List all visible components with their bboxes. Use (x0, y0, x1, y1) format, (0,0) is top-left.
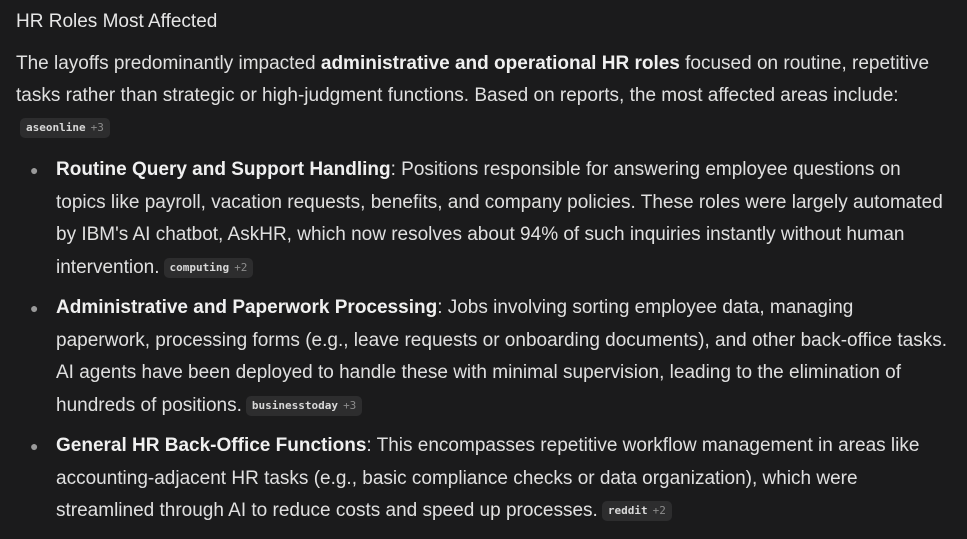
citation-count: +2 (234, 260, 248, 274)
list-item (16, 154, 951, 284)
intro-paragraph (16, 48, 951, 144)
citation-chip-businesstoday[interactable] (246, 396, 362, 416)
list-item (16, 292, 951, 422)
intro-bold-text: administrative and operational HR roles (320, 53, 680, 74)
citation-source: reddit (607, 504, 648, 517)
list-item-heading: Administrative and Paperwork Processing (56, 297, 438, 318)
citation-count: +3 (343, 398, 357, 412)
bullet-icon: ● (30, 162, 39, 178)
list-item-text: : Positions responsible for answering employee questions on topics like payroll, vacation requests, benefits, and company policies. These roles were largely automated by IBM's AI chatbot, AskHR, which now resolves about 94% of such inquiries instantly without human intervention. (56, 159, 943, 278)
bullet-icon: ● (30, 438, 39, 454)
citation-source: computing (169, 260, 230, 274)
citation-source: businesstoday (251, 398, 338, 412)
intro-text-before: The layoffs predominantly impacted (16, 53, 321, 74)
list-item-text: : Jobs involving sorting employee data, managing paperwork, processing forms (e.g., leave requests or onboarding documents), and other back-office tasks. AI agents have been deployed to handle these with minimal supervision, leading to the elimination of hundreds of positions. (56, 297, 947, 416)
citation-count: +2 (652, 504, 666, 517)
citation-chip-reddit[interactable] (602, 501, 672, 521)
intro-text-after: focused on routine, repetitive tasks rather than strategic or high-judgment functions. Based on reports, the most affected areas include: (16, 53, 930, 106)
citation-chip-computing[interactable] (164, 258, 254, 278)
list-item-text: : This encompasses repetitive workflow management in areas like accounting-adjacent HR tasks (e.g., basic compliance checks or data organization), which were streamlined through AI to reduce costs and speed up processes. (56, 435, 920, 521)
citation-chip-aseonline[interactable] (20, 118, 110, 138)
section-title: HR Roles Most Affected (16, 11, 218, 32)
citation-source: aseonline (26, 121, 86, 134)
affected-roles-list (16, 154, 951, 528)
list-item-heading: Routine Query and Support Handling (56, 159, 391, 180)
list-item-heading: General HR Back-Office Functions (56, 435, 367, 456)
citation-count: +3 (90, 121, 104, 134)
list-item (16, 430, 951, 528)
bullet-icon: ● (30, 300, 39, 316)
